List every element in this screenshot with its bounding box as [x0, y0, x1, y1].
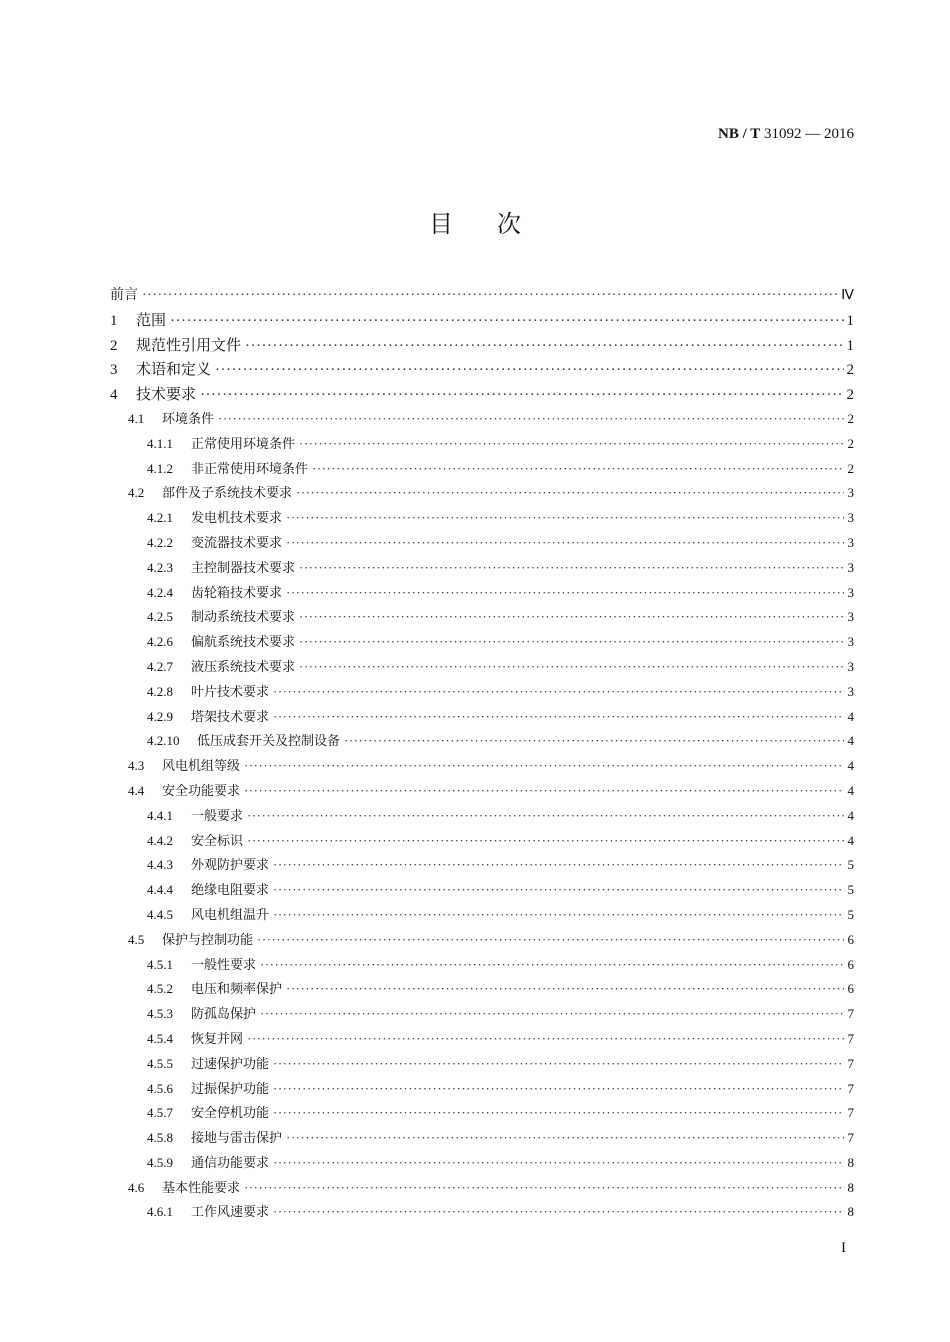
toc-entry-page: 2	[847, 410, 854, 426]
toc-entry[interactable]	[110, 1177, 854, 1202]
toc-entry-label: 正常使用环境条件	[191, 436, 296, 452]
toc-entry-label: 安全标识	[191, 833, 244, 849]
toc-leader-dots	[273, 882, 844, 898]
toc-entry-page: 4	[847, 782, 854, 798]
toc-entry-page: 6	[847, 931, 854, 947]
toc-entry-number: 4.5	[128, 931, 145, 947]
toc-leader-dots	[273, 1056, 844, 1072]
toc-entry-page: 7	[847, 1006, 854, 1022]
toc-entry[interactable]	[110, 557, 854, 582]
toc-leader-dots	[296, 485, 844, 501]
toc-entry-label: 外观防护要求	[191, 858, 270, 874]
toc-leader-dots	[244, 1180, 844, 1196]
toc-entry-page: 7	[847, 1030, 854, 1046]
toc-entry-page: 3	[847, 609, 854, 625]
toc-entry-number: 4.2.3	[147, 559, 173, 575]
toc-leader-dots	[200, 387, 844, 404]
toc-entry-label: 变流器技术要求	[191, 535, 283, 551]
toc-entry-page: 2	[846, 362, 854, 379]
toc-entry-page: 3	[847, 683, 854, 699]
toc-entry[interactable]	[110, 582, 854, 607]
toc-entry-number: 4.5.3	[147, 1006, 173, 1022]
toc-entry-page: 5	[847, 857, 854, 873]
toc-entry-page: 6	[847, 956, 854, 972]
toc-entry-number: 4.4.3	[147, 857, 173, 873]
toc-entry-number: 4.2.9	[147, 708, 173, 724]
toc-leader-dots	[260, 1006, 844, 1022]
toc-entry[interactable]	[110, 334, 854, 359]
table-of-contents	[110, 284, 854, 1226]
toc-entry-page: 8	[847, 1179, 854, 1195]
toc-entry[interactable]	[110, 954, 854, 979]
toc-entry-label: 非正常使用环境条件	[191, 461, 309, 477]
toc-entry[interactable]	[110, 1078, 854, 1103]
toc-entry-label: 发电机技术要求	[191, 511, 283, 527]
toc-entry-page: 2	[846, 387, 854, 404]
toc-entry-number: 4.5.7	[147, 1105, 173, 1121]
toc-leader-dots	[273, 1105, 844, 1121]
toc-entry-label: 齿轮箱技术要求	[191, 585, 283, 601]
toc-leader-dots	[344, 733, 844, 749]
toc-entry[interactable]	[110, 606, 854, 631]
toc-leader-dots	[286, 981, 844, 997]
toc-entry-label: 工作风速要求	[191, 1205, 270, 1221]
toc-entry[interactable]	[110, 507, 854, 532]
toc-entry-page: 7	[847, 1055, 854, 1071]
toc-leader-dots	[286, 510, 844, 526]
toc-leader-dots	[247, 808, 844, 824]
toc-leader-dots	[142, 288, 839, 304]
toc-leader-dots	[273, 1155, 844, 1171]
toc-entry-page: 1	[846, 337, 854, 354]
toc-entry-number: 4.2.10	[147, 733, 180, 749]
toc-entry-number: 4.2.2	[147, 534, 173, 550]
toc-entry-label: 环境条件	[162, 411, 215, 427]
toc-entry[interactable]	[110, 755, 854, 780]
toc-entry[interactable]	[110, 458, 854, 483]
toc-entry[interactable]	[110, 1053, 854, 1078]
toc-entry-label: 电压和频率保护	[191, 982, 283, 998]
toc-entry-label: 安全停机功能	[191, 1106, 270, 1122]
toc-leader-dots	[273, 1204, 844, 1220]
toc-entry[interactable]	[110, 1152, 854, 1177]
toc-entry-label: 过速保护功能	[191, 1056, 270, 1072]
toc-entry-number: 4.2.4	[147, 584, 173, 600]
toc-entry-label: 制动系统技术要求	[191, 610, 296, 626]
toc-entry[interactable]	[110, 730, 854, 755]
toc-leader-dots	[273, 684, 844, 700]
toc-entry-number: 4.2	[128, 485, 145, 501]
toc-leader-dots	[299, 634, 844, 650]
toc-entry-number: 4.6.1	[147, 1204, 173, 1220]
toc-entry-label: 塔架技术要求	[191, 709, 270, 725]
toc-entry-number: 4.4.5	[147, 906, 173, 922]
standard-code	[718, 126, 854, 143]
toc-entry-label: 规范性引用文件	[136, 335, 242, 354]
toc-leader-dots	[299, 560, 844, 576]
toc-entry-label: 基本性能要求	[162, 1180, 241, 1196]
page-title: 目次	[429, 210, 565, 238]
toc-leader-dots	[257, 932, 844, 948]
toc-entry-number: 4.5.9	[147, 1154, 173, 1170]
toc-entry-page: 2	[847, 435, 854, 451]
toc-leader-dots	[260, 957, 844, 973]
toc-entry[interactable]	[110, 482, 854, 507]
toc-entry[interactable]	[110, 1127, 854, 1152]
toc-entry-number: 4.5.2	[147, 981, 173, 997]
toc-entry-number: 4.5.6	[147, 1080, 173, 1096]
toc-entry-number: 4.2.1	[147, 510, 173, 526]
toc-entry-number: 4.2.6	[147, 634, 173, 650]
toc-leader-dots	[247, 833, 844, 849]
toc-leader-dots	[286, 1130, 844, 1146]
toc-entry-page: 4	[847, 807, 854, 823]
toc-entry-label: 风电机组等级	[162, 759, 241, 775]
toc-entry-page: 4	[847, 758, 854, 774]
toc-entry-number: 4.5.5	[147, 1055, 173, 1071]
toc-entry-number: 4.3	[128, 758, 145, 774]
toc-entry-label: 恢复并网	[191, 1031, 244, 1047]
toc-entry-number: 4.1.1	[147, 435, 173, 451]
toc-entry-label: 前言	[110, 287, 138, 303]
toc-entry-label: 偏航系统技术要求	[191, 635, 296, 651]
toc-entry-number: 4.4	[128, 782, 145, 798]
toc-entry-label: 范围	[136, 310, 167, 329]
toc-entry[interactable]	[110, 879, 854, 904]
toc-entry[interactable]	[110, 284, 854, 309]
toc-entry-label: 保护与控制功能	[162, 932, 254, 948]
toc-entry-page: 3	[847, 559, 854, 575]
toc-entry-page: 7	[847, 1080, 854, 1096]
toc-entry[interactable]	[110, 358, 854, 383]
toc-leader-dots	[273, 857, 844, 873]
toc-entry-page: 8	[847, 1204, 854, 1220]
toc-entry-page: 5	[847, 906, 854, 922]
toc-entry-page: 3	[847, 658, 854, 674]
toc-leader-dots	[286, 585, 844, 601]
toc-entry-number: 4.2.5	[147, 609, 173, 625]
toc-entry[interactable]	[110, 1102, 854, 1127]
toc-entry[interactable]	[110, 1003, 854, 1028]
toc-entry-label: 一般性要求	[191, 957, 257, 973]
toc-entry-page: Ⅳ	[841, 288, 854, 303]
toc-entry-label: 绝缘电阻要求	[191, 883, 270, 899]
toc-entry-label: 接地与雷击保护	[191, 1131, 283, 1147]
toc-entry-page: 4	[847, 733, 854, 749]
toc-entry-label: 风电机组温升	[191, 907, 270, 923]
toc-entry[interactable]	[110, 1028, 854, 1053]
toc-leader-dots	[244, 758, 844, 774]
toc-entry[interactable]	[110, 656, 854, 681]
toc-leader-dots	[273, 709, 844, 725]
toc-entry-label: 防孤岛保护	[191, 1007, 257, 1023]
toc-entry-number: 4.5.4	[147, 1030, 173, 1046]
toc-entry-label: 一般要求	[191, 808, 244, 824]
toc-entry[interactable]	[110, 706, 854, 731]
toc-entry-page: 3	[847, 634, 854, 650]
toc-entry-label: 术语和定义	[136, 360, 212, 379]
toc-entry-number: 4.4.1	[147, 807, 173, 823]
toc-entry[interactable]	[110, 805, 854, 830]
toc-entry-page: 5	[847, 882, 854, 898]
toc-entry-page: 4	[847, 832, 854, 848]
toc-entry-page: 3	[847, 534, 854, 550]
toc-entry[interactable]	[110, 929, 854, 954]
toc-leader-dots	[286, 535, 844, 551]
standard-number: 31092 — 2016	[764, 126, 854, 142]
toc-entry-page: 3	[847, 485, 854, 501]
toc-entry-number: 4.5.8	[147, 1130, 173, 1146]
toc-entry-label: 主控制器技术要求	[191, 560, 296, 576]
toc-entry[interactable]	[110, 408, 854, 433]
toc-entry-label: 液压系统技术要求	[191, 659, 296, 675]
toc-entry-label: 过振保护功能	[191, 1081, 270, 1097]
toc-entry-label: 部件及子系统技术要求	[162, 486, 293, 502]
toc-entry-number: 4.1	[128, 410, 145, 426]
toc-entry[interactable]	[110, 309, 854, 334]
toc-entry-page: 2	[847, 460, 854, 476]
toc-entry-number: 4	[110, 387, 118, 404]
toc-leader-dots	[299, 436, 844, 452]
toc-entry-number: 4.2.8	[147, 683, 173, 699]
toc-entry-page: 1	[846, 312, 854, 329]
toc-entry-label: 技术要求	[136, 385, 197, 404]
toc-entry-page: 4	[847, 708, 854, 724]
toc-entry[interactable]	[110, 383, 854, 408]
toc-entry-page: 8	[847, 1154, 854, 1170]
toc-entry-page: 6	[847, 981, 854, 997]
toc-leader-dots	[218, 411, 844, 427]
toc-leader-dots	[215, 362, 844, 379]
toc-entry-page: 3	[847, 510, 854, 526]
toc-entry-label: 低压成套开关及控制设备	[197, 734, 341, 750]
toc-leader-dots	[170, 313, 844, 330]
toc-entry-label: 安全功能要求	[162, 783, 241, 799]
toc-entry-number: 4.2.7	[147, 658, 173, 674]
toc-leader-dots	[273, 1081, 844, 1097]
toc-leader-dots	[247, 1031, 844, 1047]
toc-entry-number: 4.4.2	[147, 832, 173, 848]
toc-leader-dots	[312, 461, 844, 477]
toc-entry-number: 4.5.1	[147, 956, 173, 972]
toc-entry-label: 通信功能要求	[191, 1155, 270, 1171]
toc-entry[interactable]	[110, 978, 854, 1003]
toc-entry[interactable]	[110, 532, 854, 557]
toc-entry[interactable]	[110, 904, 854, 929]
toc-entry-page: 3	[847, 584, 854, 600]
toc-leader-dots	[299, 609, 844, 625]
toc-leader-dots	[273, 907, 844, 923]
toc-entry-number: 1	[110, 312, 118, 329]
toc-entry-page: 7	[847, 1105, 854, 1121]
toc-entry-number: 4.6	[128, 1179, 145, 1195]
toc-entry-number: 2	[110, 337, 118, 354]
toc-entry-number: 3	[110, 362, 118, 379]
toc-entry[interactable]	[110, 830, 854, 855]
standard-prefix: NB / T	[718, 126, 761, 142]
toc-entry[interactable]	[110, 780, 854, 805]
toc-entry-page: 7	[847, 1130, 854, 1146]
toc-entry-number: 4.1.2	[147, 460, 173, 476]
toc-entry[interactable]	[110, 433, 854, 458]
toc-leader-dots	[245, 338, 844, 355]
toc-entry-number: 4.4.4	[147, 882, 173, 898]
toc-entry-label: 叶片技术要求	[191, 684, 270, 700]
page-footer-number: I	[841, 1240, 846, 1256]
toc-leader-dots	[244, 783, 844, 799]
toc-entry[interactable]	[110, 1201, 854, 1226]
toc-entry[interactable]	[110, 631, 854, 656]
toc-entry[interactable]	[110, 854, 854, 879]
toc-leader-dots	[299, 659, 844, 675]
toc-entry[interactable]	[110, 681, 854, 706]
